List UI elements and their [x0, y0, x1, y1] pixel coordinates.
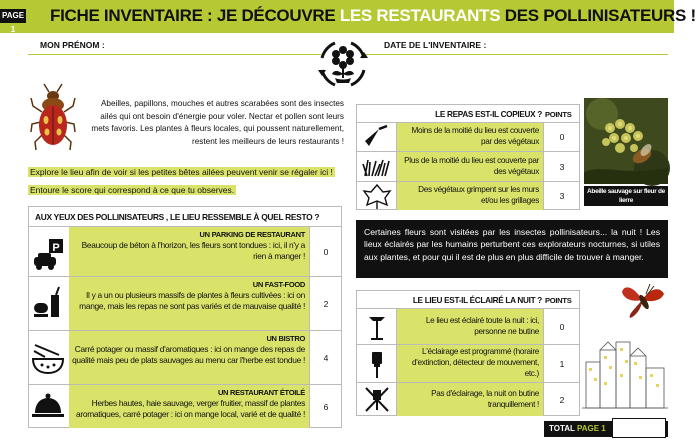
- resto-row-bistro-desc: [69, 331, 309, 384]
- total-score-box[interactable]: [612, 418, 666, 438]
- explore-text: Explore le lieu afin de voir si les petites bêtes ailées peuvent venir se régaler ici ! Entoure le score qui correspond à ce que tu observes.: [30, 167, 333, 195]
- resto-table-title: AUX YEUX DES POLLINISATEURS , LE LIEU RESSEMBLE À QUEL RESTO ?: [35, 212, 320, 222]
- total-page: PAGE 1: [577, 424, 606, 433]
- light-row-all-night-score[interactable]: 0: [543, 309, 580, 344]
- resto-row-fastfood-title: UN FAST-FOOD: [252, 280, 305, 289]
- title-part-1: FICHE INVENTAIRE : JE DÉCOUVRE: [50, 6, 340, 25]
- repas-points-label: POINTS: [545, 110, 572, 119]
- repas-table-title: LE REPAS EST-IL COPIEUX ?: [435, 110, 542, 119]
- resto-row-bistro-title: UN BISTRO: [266, 334, 305, 343]
- beetle-illustration: [30, 82, 76, 152]
- page-title: [50, 4, 696, 28]
- resto-row-parking-text: Beaucoup de béton à l'horizon, les fleurs sont tondues : ici, il n'y a rien à manger !: [81, 240, 305, 261]
- resto-row-parking-desc: [69, 227, 309, 276]
- light-row-none-score[interactable]: 2: [543, 383, 580, 416]
- town-illustration: [582, 322, 668, 414]
- repas-row-less-half-text: Moins de la moitié du lieu est couverte par des végétaux: [397, 123, 543, 151]
- repas-row-less-half-score[interactable]: 0: [543, 123, 580, 151]
- resto-table-header: [29, 207, 341, 227]
- repas-row-climbing: [357, 182, 579, 210]
- total-text: TOTAL: [549, 424, 577, 433]
- resto-row-bistro-score[interactable]: 4: [309, 331, 342, 384]
- cloche-icon: [29, 385, 69, 428]
- repas-row-climbing-text: Des végétaux grimpent sur les murs et/ou les grillages: [397, 182, 543, 210]
- resto-row-fastfood: [29, 277, 341, 331]
- repas-table-header: [357, 105, 579, 123]
- fastfood-icon: [29, 277, 69, 330]
- trowel-icon: [357, 123, 397, 151]
- resto-row-bistro-text: Carré potager ou massif d'aromatiques : ici on mange des repas de qualité mais peu de plats sauvages au menu car l'herbe est tondue !: [72, 344, 305, 365]
- parking-icon: [29, 227, 69, 276]
- resto-row-fastfood-desc: [69, 277, 309, 330]
- light-row-all-night: [357, 309, 579, 345]
- moth-illustration: [620, 280, 666, 320]
- resto-row-etoile-text: Herbes hautes, haie sauvage, verger fruitier, massif de plantes aromatiques, carré potager : ici on mange local, varié et de qualité !: [76, 398, 305, 419]
- light-row-programmed: [357, 345, 579, 383]
- resto-row-etoile: [29, 385, 341, 428]
- light-table-title: LE LIEU EST-IL ÉCLAIRÉ LA NUIT ?: [412, 296, 542, 305]
- light-table-header: [357, 291, 579, 309]
- title-highlight: LES RESTAURANTS: [339, 6, 501, 25]
- wall-lamp-icon: [357, 345, 397, 382]
- light-row-none-text: Pas d'éclairage, la nuit on butine tranquillement !: [397, 383, 543, 416]
- resto-row-parking: [29, 227, 341, 277]
- total-label: [549, 424, 606, 433]
- light-row-programmed-text: L'éclairage est programmé (horaire d'extinction, détecteur de mouvement, etc.): [397, 345, 543, 382]
- resto-row-etoile-score[interactable]: 6: [309, 385, 342, 428]
- first-name-field[interactable]: MON PRÉNOM :: [40, 40, 105, 50]
- ivy-leaf-icon: [357, 182, 397, 210]
- repas-row-more-half: [357, 152, 579, 182]
- resto-row-fastfood-text: Il y a un ou plusieurs massifs de plantes à fleurs cultivées : ici on mange, mais les repas ne sont pas variés et de mauvaise qualité !: [79, 290, 305, 311]
- resto-table: [28, 206, 342, 428]
- no-light-icon: [357, 383, 397, 416]
- resto-row-parking-title: UN PARKING DE RESTAURANT: [199, 230, 305, 239]
- inventory-date-field[interactable]: DATE DE L'INVENTAIRE :: [384, 40, 487, 50]
- ivy-bee-photo: [584, 98, 668, 184]
- repas-row-more-half-text: Plus de la moitié du lieu est couverte par des végétaux: [397, 152, 543, 181]
- light-row-none: [357, 383, 579, 416]
- night-paragraph: Certaines fleurs sont visitées par les insectes pollinisateurs... la nuit ! Les lieux éclairés par les humains perturbent ces explorateurs nocturnes, si utiles aux plantes, et pour qui il est de plus en plus difficile de trouver à manger.: [356, 220, 668, 278]
- page-tag: PAGE 1: [1, 11, 25, 34]
- grass-icon: [357, 152, 397, 181]
- flower-cycle-icon: [313, 36, 373, 92]
- resto-row-etoile-desc: [69, 385, 309, 428]
- repas-row-more-half-score[interactable]: 3: [543, 152, 580, 181]
- streetlamp-icon: [357, 309, 397, 344]
- title-part-3: DES POLLINISATEURS !: [500, 6, 696, 25]
- repas-table: [356, 104, 580, 210]
- resto-row-fastfood-score[interactable]: 2: [309, 277, 342, 330]
- resto-row-etoile-title: UN RESTAURANT ÉTOILÉ: [217, 388, 305, 397]
- resto-row-bistro: [29, 331, 341, 385]
- light-row-programmed-score[interactable]: 1: [543, 345, 580, 382]
- svg-text:P: P: [52, 242, 60, 254]
- repas-row-climbing-score[interactable]: 3: [543, 182, 580, 210]
- intro-paragraph: Abeilles, papillons, mouches et autres scarabées sont des insectes ailés qui ont besoin d'énergie pour voler. Nectar et pollen sont leurs mets favoris. Les plantes à fleurs locales, qui poussent naturellement, restent les meilleurs de leurs restaurants !: [91, 99, 344, 146]
- resto-row-parking-score[interactable]: 0: [309, 227, 342, 276]
- bistro-icon: [29, 331, 69, 384]
- explore-instructions: [28, 162, 342, 195]
- repas-row-less-half: [357, 123, 579, 152]
- light-table: [356, 290, 580, 416]
- photo-caption: Abeille sauvage sur fleur de lierre: [584, 186, 668, 206]
- light-row-all-night-text: Le lieu est éclairé toute la nuit : ici, personne ne butine: [397, 309, 543, 344]
- light-points-label: POINTS: [545, 296, 572, 305]
